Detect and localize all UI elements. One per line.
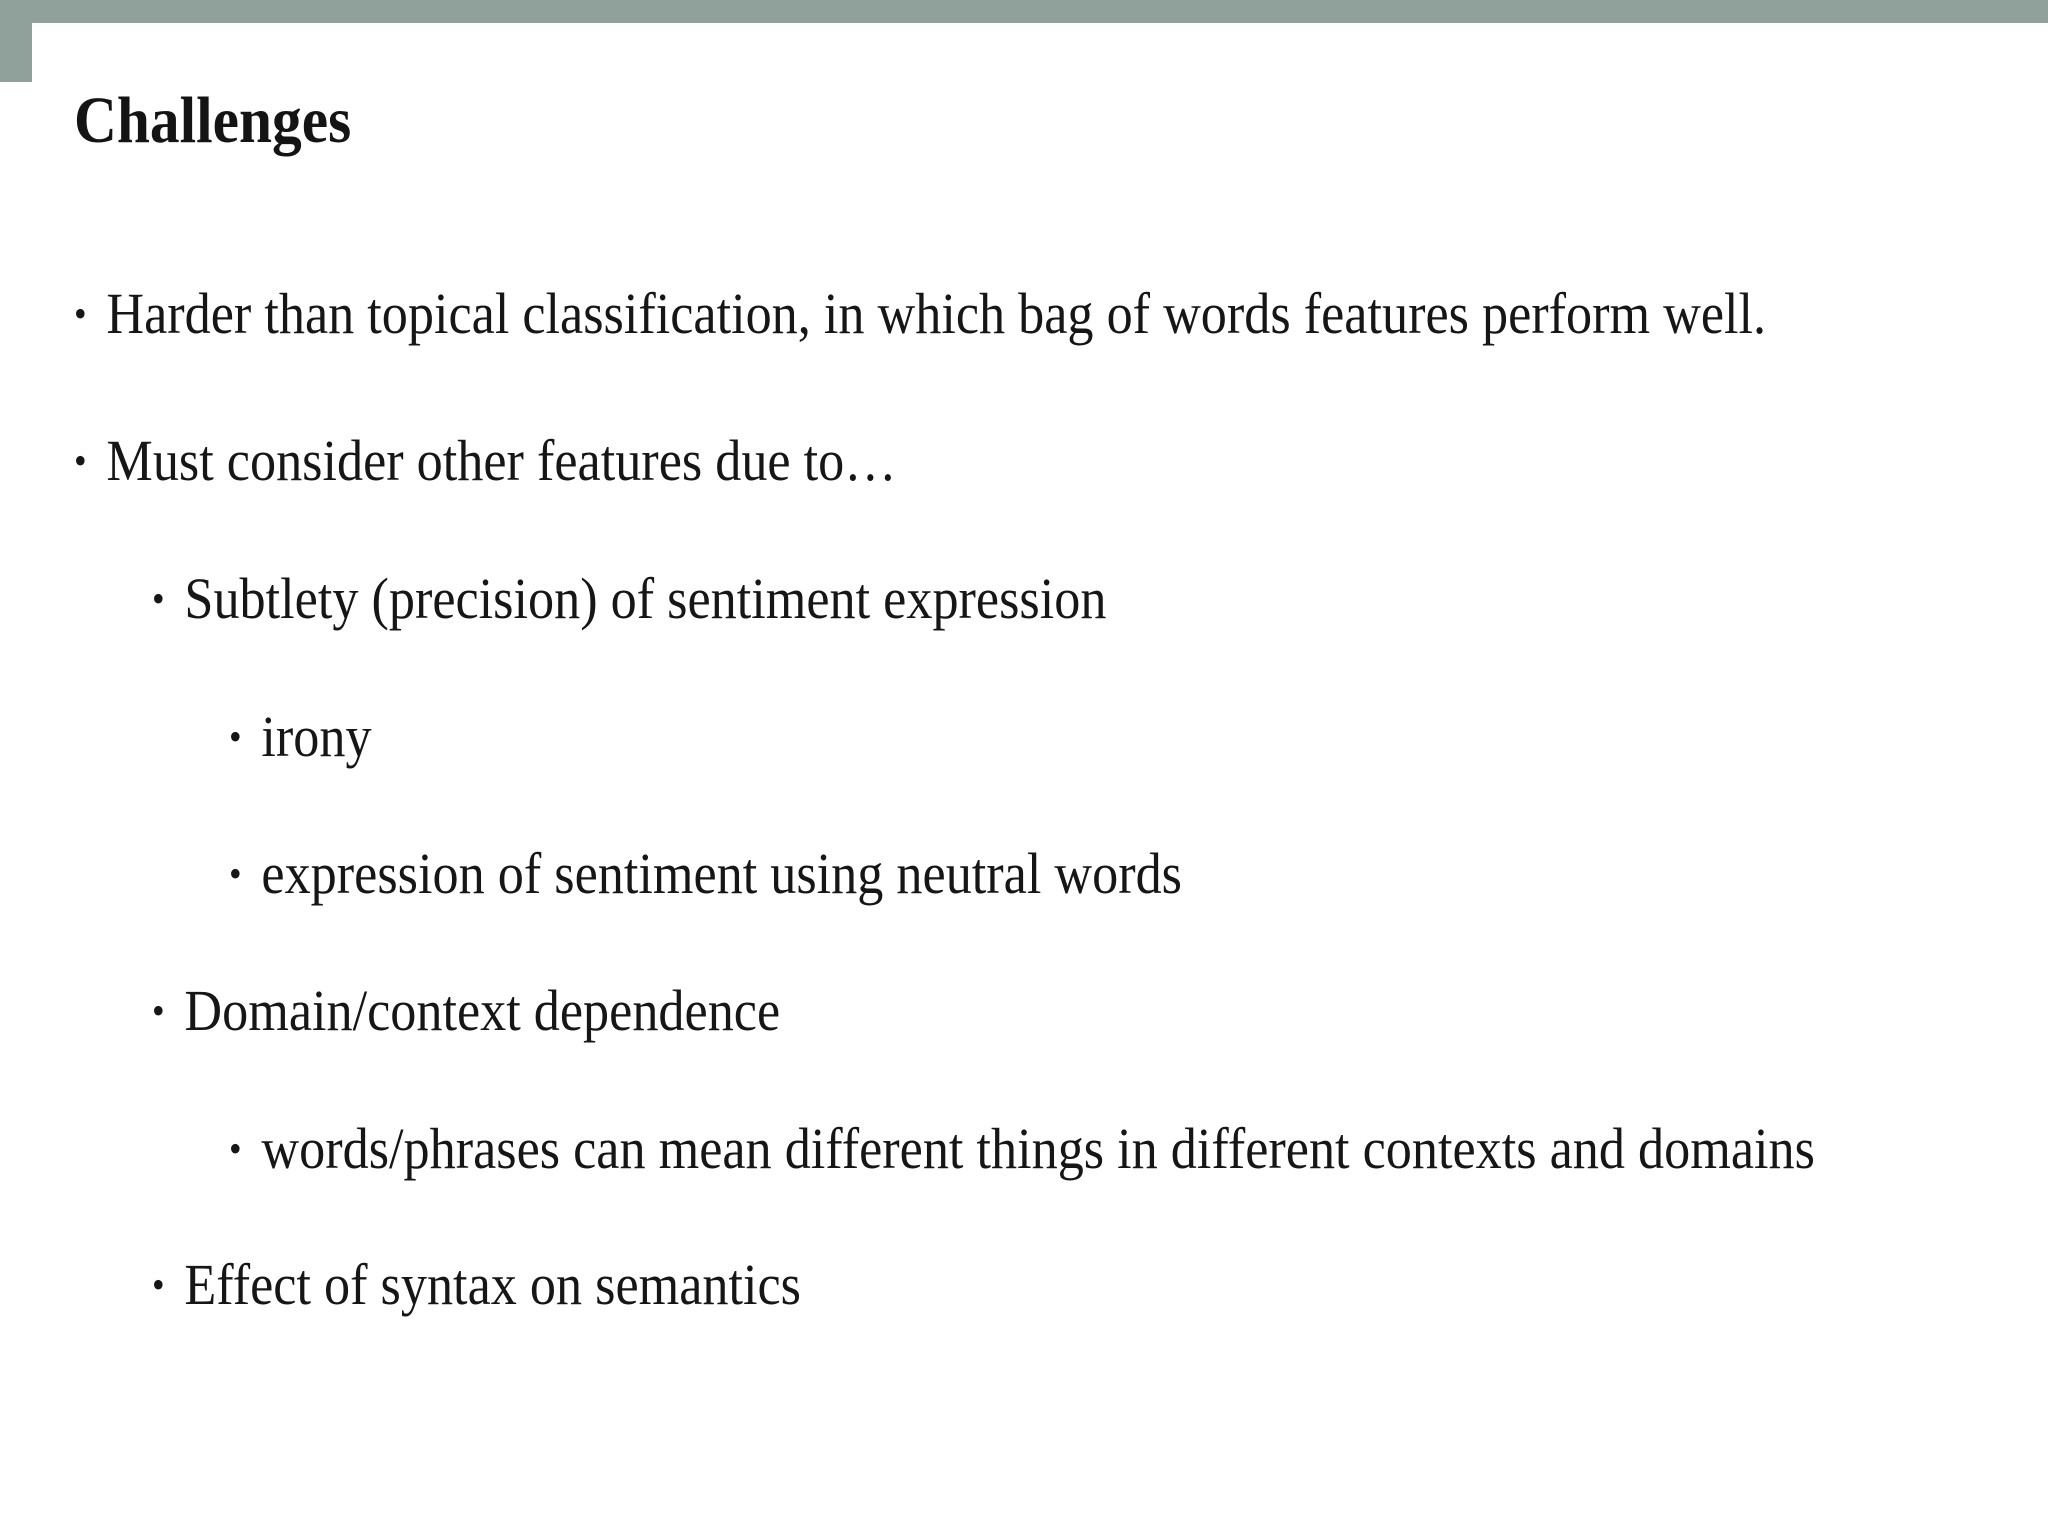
sub-bullet-item [152,566,1107,631]
bullet-icon: • [152,1262,165,1307]
bullet-item [74,428,897,493]
bullet-icon: • [152,988,165,1033]
bullet-icon: • [229,1126,242,1171]
bullet-text: words/phrases can mean different things in different contexts and domains [261,1116,1815,1181]
bullet-text: Must consider other features due to… [106,428,897,493]
corner-accent-block [0,0,32,82]
top-accent-bar [0,0,2048,23]
bullet-item [74,281,1767,346]
bullet-icon: • [152,576,165,621]
bullet-text: irony [261,704,372,769]
bullet-text: Subtlety (precision) of sentiment expression [184,566,1107,631]
sub-bullet-item [152,978,781,1043]
sub-sub-bullet-item [229,704,372,769]
bullet-icon: • [229,714,242,759]
bullet-text: Harder than topical classification, in which bag of words features perform well. [106,281,1767,346]
bullet-icon: • [74,438,87,483]
bullet-text: Effect of syntax on semantics [184,1252,801,1317]
sub-sub-bullet-item [229,841,1183,906]
bullet-icon: • [229,851,242,896]
bullet-icon: • [74,291,87,336]
slide-title: Challenges [74,84,352,157]
bullet-text: expression of sentiment using neutral words [261,841,1183,906]
sub-sub-bullet-item [229,1116,1815,1181]
bullet-text: Domain/context dependence [184,978,781,1043]
sub-bullet-item [152,1252,801,1317]
